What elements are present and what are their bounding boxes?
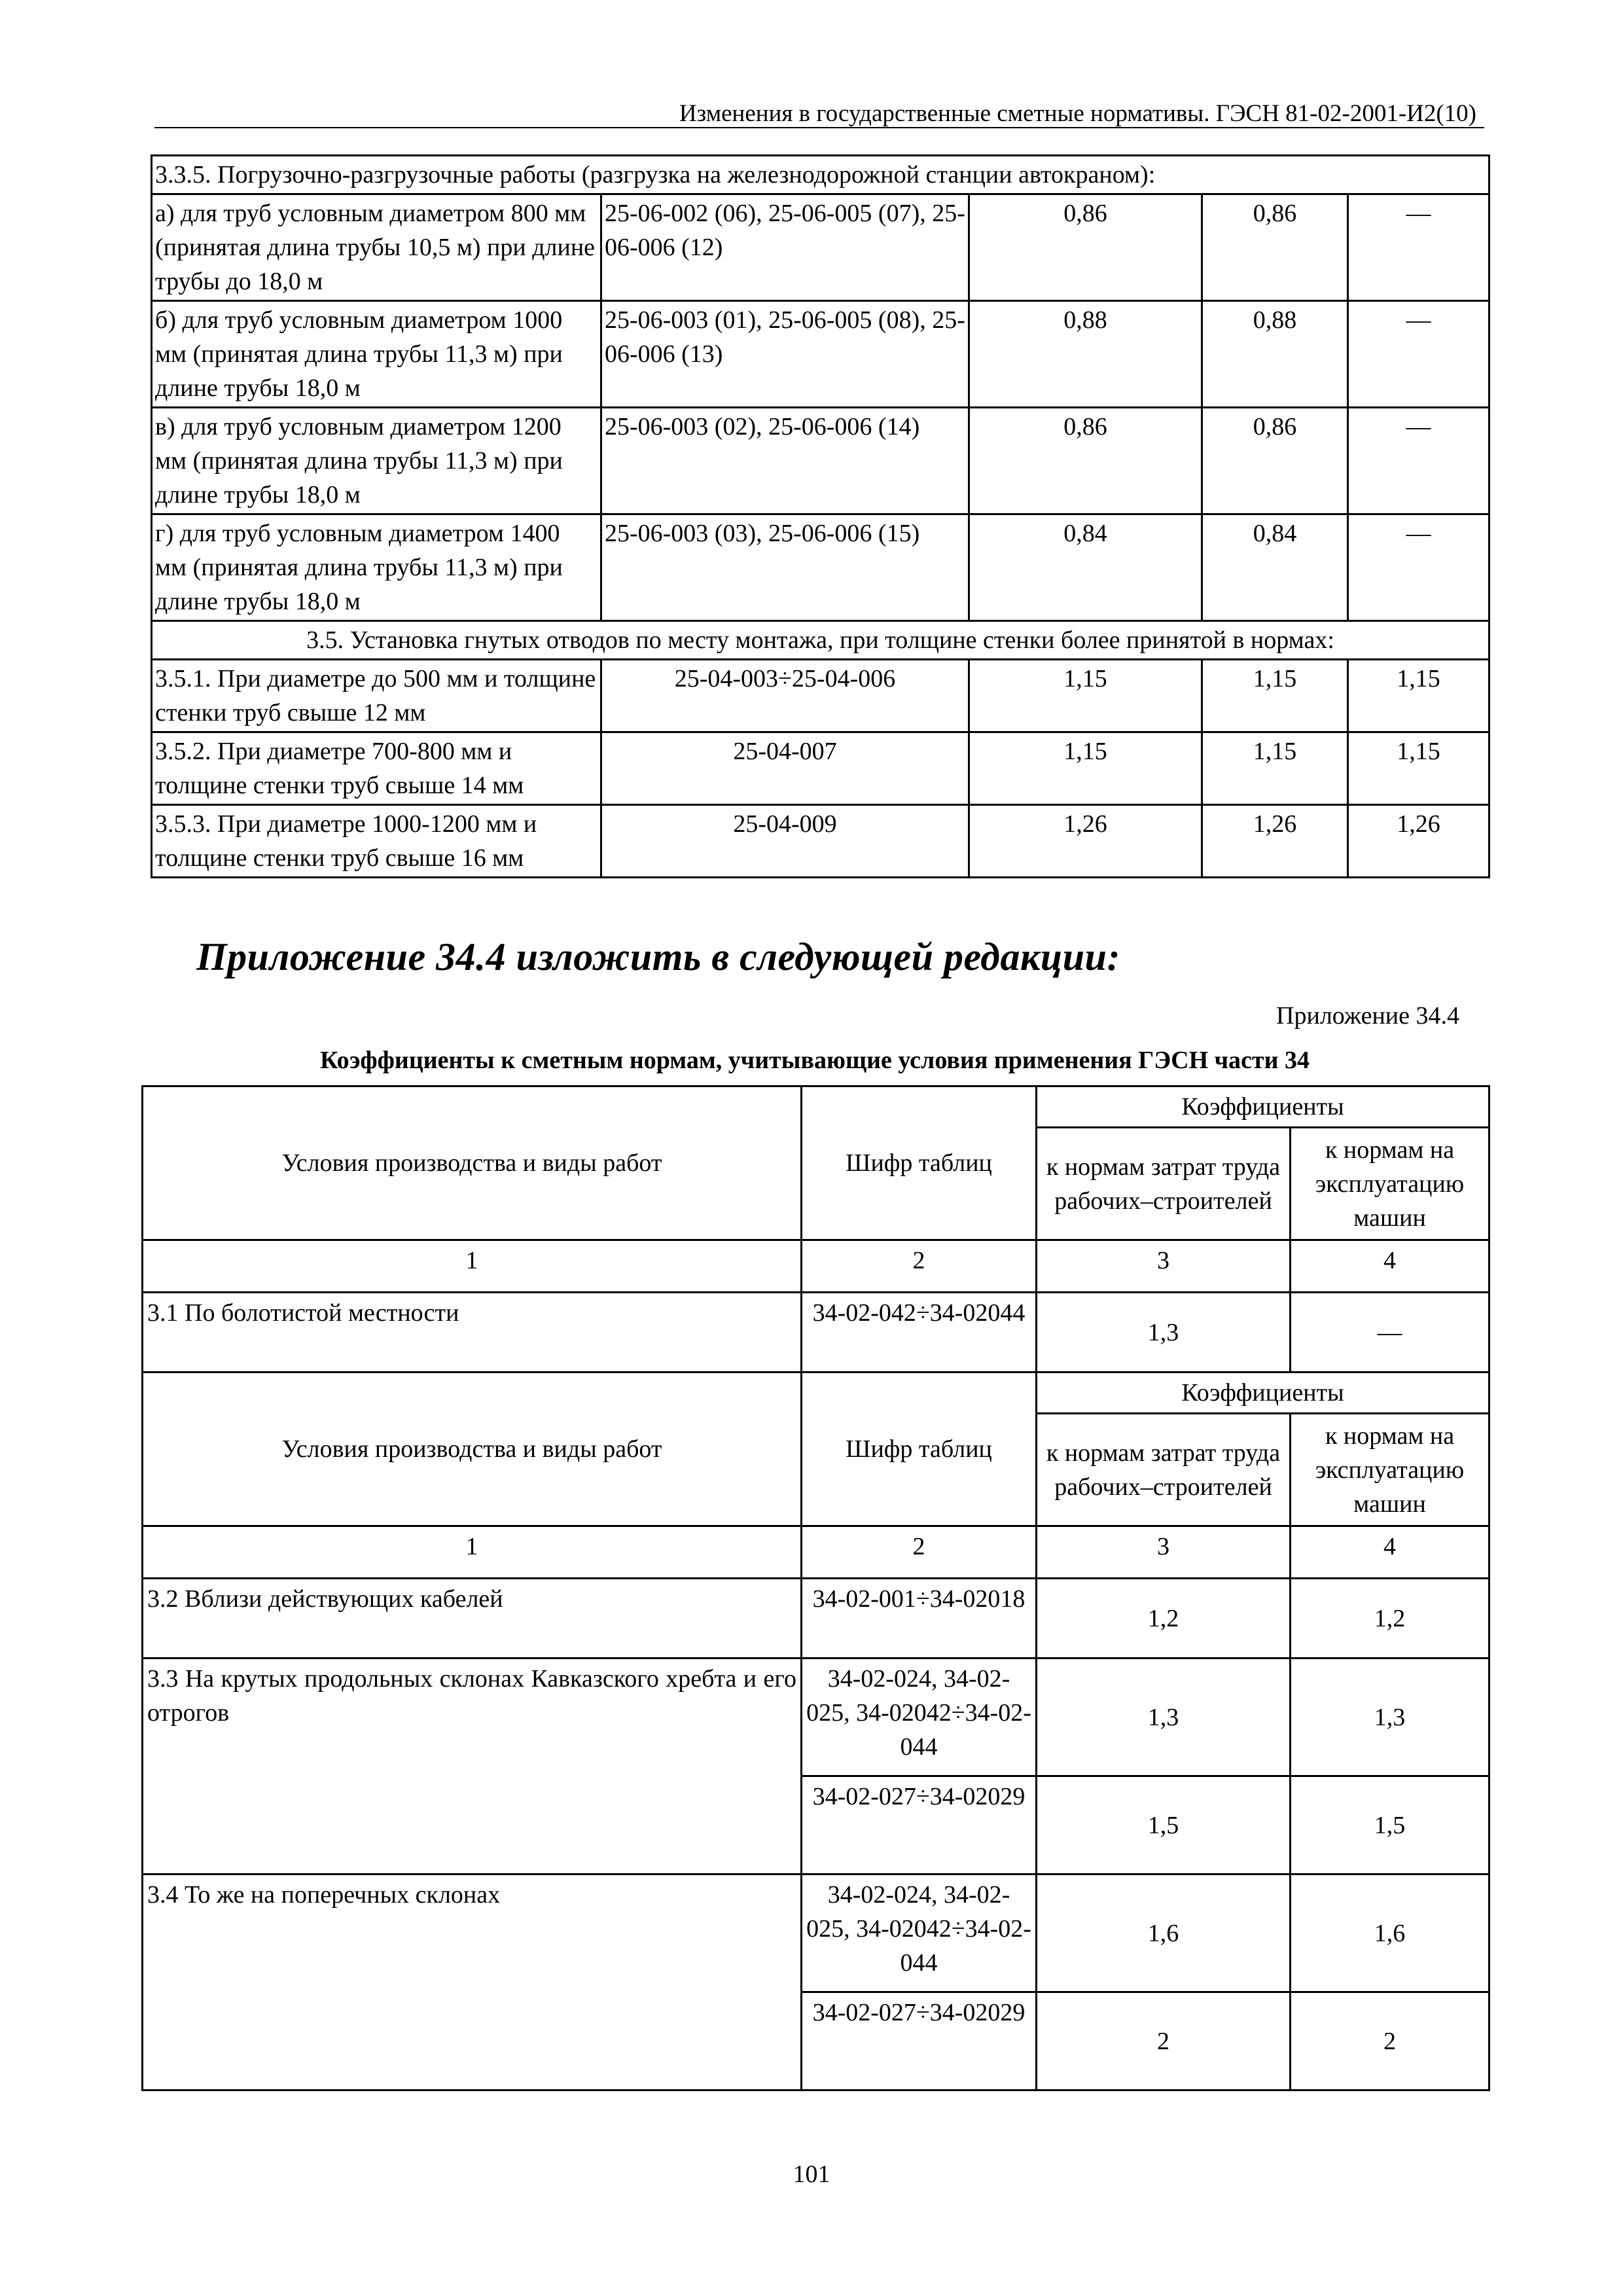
row-code: 34-02-001÷34-02018 [802, 1579, 1037, 1659]
column-number: 2 [802, 1526, 1037, 1579]
row-k1: 1,26 [969, 805, 1202, 878]
row-k1: 1,6 [1037, 1874, 1291, 1992]
table-header-row [143, 1086, 1489, 1128]
row-k1: 1,15 [969, 660, 1202, 732]
row-code: 34-02-024, 34-02-025, 34-02042÷34-02-044 [802, 1874, 1037, 1992]
row-code: 25-06-002 (06), 25-06-005 (07), 25-06-006 (12) [601, 194, 969, 301]
row-code: 25-04-007 [601, 732, 969, 805]
row-desc: г) для труб условным диаметром 1400 мм (принятая длина трубы 11,3 м) при длине трубы 18,0 м [152, 514, 601, 621]
row-desc: в) для труб условным диаметром 1200 мм (принятая длина трубы 11,3 м) при длине трубы 18,0 м [152, 408, 601, 514]
header-coefficients: Коэффициенты [1037, 1086, 1489, 1128]
row-k1: 1,5 [1037, 1776, 1291, 1874]
table-row [152, 408, 1489, 514]
row-desc: 3.2 Вблизи действующих кабелей [143, 1579, 802, 1659]
page-number: 101 [793, 2161, 830, 2188]
pipe-coefficients-table [151, 154, 1490, 878]
row-desc: б) для труб условным диаметром 1000 мм (принятая длина трубы 11,3 м) при длине трубы 18,0 м [152, 301, 601, 408]
row-desc: 3.1 По болотистой местности [143, 1293, 802, 1372]
header-machines: к нормам на эксплуатацию машин [1291, 1128, 1489, 1240]
row-k1: 1,3 [1037, 1293, 1291, 1372]
row-k2: — [1291, 1293, 1489, 1372]
row-code: 25-04-003÷25-04-006 [601, 660, 969, 732]
row-k2: 0,88 [1202, 301, 1348, 408]
table-header-row [143, 1372, 1489, 1414]
row-k1: 1,3 [1037, 1659, 1291, 1776]
row-k1: 0,86 [969, 194, 1202, 301]
header-code: Шифр таблиц [802, 1086, 1037, 1240]
header-labor: к нормам затрат труда рабочих–строителей [1037, 1414, 1291, 1526]
column-number-row [143, 1526, 1489, 1579]
row-k3: — [1348, 408, 1489, 514]
section-heading: Приложение 34.4 изложить в следующей редакции: [196, 935, 1120, 978]
table-row [143, 1874, 1489, 1992]
running-title: Изменения в государственные сметные нормативы. ГЭСН 81-02-2001-И2(10) [679, 100, 1476, 127]
row-desc: 3.5.3. При диаметре 1000-1200 мм и толщине стенки труб свыше 16 мм [152, 805, 601, 878]
header-conditions: Условия производства и виды работ [143, 1372, 802, 1526]
column-number: 1 [143, 1240, 802, 1293]
table-row [152, 194, 1489, 301]
row-code: 34-02-027÷34-02029 [802, 1992, 1037, 2090]
column-number: 1 [143, 1526, 802, 1579]
row-k2: 1,5 [1291, 1776, 1489, 1874]
row-k2: 0,86 [1202, 408, 1348, 514]
row-k2: 0,84 [1202, 514, 1348, 621]
row-desc: 3.4 То же на поперечных склонах [143, 1874, 802, 2090]
section-row [152, 156, 1489, 194]
row-k2: 1,2 [1291, 1579, 1489, 1659]
row-k1: 1,2 [1037, 1579, 1291, 1659]
table-caption: Коэффициенты к сметным нормам, учитывающие условия применения ГЭСН части 34 [320, 1047, 1310, 1074]
row-k1: 0,86 [969, 408, 1202, 514]
section-row [152, 621, 1489, 660]
header-labor: к нормам затрат труда рабочих–строителей [1037, 1128, 1291, 1240]
row-k2: 1,26 [1202, 805, 1348, 878]
row-k3: — [1348, 301, 1489, 408]
appendix-label: Приложение 34.4 [1276, 1002, 1459, 1030]
row-code: 25-04-009 [601, 805, 969, 878]
column-number: 4 [1291, 1240, 1489, 1293]
running-header [154, 97, 1484, 128]
appendix-coefficients-table [141, 1085, 1490, 2091]
row-k2: 2 [1291, 1992, 1489, 2090]
table-row [143, 1659, 1489, 1776]
row-k3: — [1348, 514, 1489, 621]
row-k1: 0,84 [969, 514, 1202, 621]
row-k3: 1,26 [1348, 805, 1489, 878]
column-number: 3 [1037, 1526, 1291, 1579]
row-k1: 2 [1037, 1992, 1291, 2090]
row-k3: 1,15 [1348, 732, 1489, 805]
row-desc: 3.5.2. При диаметре 700-800 мм и толщине стенки труб свыше 14 мм [152, 732, 601, 805]
row-k2: 1,15 [1202, 660, 1348, 732]
row-desc: 3.3 На крутых продольных склонах Кавказского хребта и его отрогов [143, 1659, 802, 1874]
row-code: 25-06-003 (01), 25-06-005 (08), 25-06-006 (13) [601, 301, 969, 408]
column-number: 3 [1037, 1240, 1291, 1293]
column-number: 4 [1291, 1526, 1489, 1579]
row-k3: 1,15 [1348, 660, 1489, 732]
table-row [152, 514, 1489, 621]
header-code: Шифр таблиц [802, 1372, 1037, 1526]
row-code: 34-02-024, 34-02-025, 34-02042÷34-02-044 [802, 1659, 1037, 1776]
row-k2: 1,15 [1202, 732, 1348, 805]
section-335-title: 3.3.5. Погрузочно-разгрузочные работы (разгрузка на железнодорожной станции автокраном): [152, 156, 1489, 194]
table-row [152, 301, 1489, 408]
row-code: 34-02-042÷34-02044 [802, 1293, 1037, 1372]
header-coefficients: Коэффициенты [1037, 1372, 1489, 1414]
table-row [152, 805, 1489, 878]
row-k2: 1,3 [1291, 1659, 1489, 1776]
table-row [143, 1579, 1489, 1659]
table-row [152, 660, 1489, 732]
column-number: 2 [802, 1240, 1037, 1293]
row-k1: 0,88 [969, 301, 1202, 408]
header-machines: к нормам на эксплуатацию машин [1291, 1414, 1489, 1526]
header-conditions: Условия производства и виды работ [143, 1086, 802, 1240]
column-number-row [143, 1240, 1489, 1293]
row-k1: 1,15 [969, 732, 1202, 805]
row-code: 25-06-003 (02), 25-06-006 (14) [601, 408, 969, 514]
row-k2: 0,86 [1202, 194, 1348, 301]
row-desc: а) для труб условным диаметром 800 мм (принятая длина трубы 10,5 м) при длине трубы до 18,0 м [152, 194, 601, 301]
row-k2: 1,6 [1291, 1874, 1489, 1992]
table-row [143, 1293, 1489, 1372]
row-desc: 3.5.1. При диаметре до 500 мм и толщине стенки труб свыше 12 мм [152, 660, 601, 732]
section-35-title: 3.5. Установка гнутых отводов по месту монтажа, при толщине стенки более принятой в нормах: [152, 621, 1489, 660]
row-k3: — [1348, 194, 1489, 301]
table-row [152, 732, 1489, 805]
row-code: 25-06-003 (03), 25-06-006 (15) [601, 514, 969, 621]
row-code: 34-02-027÷34-02029 [802, 1776, 1037, 1874]
